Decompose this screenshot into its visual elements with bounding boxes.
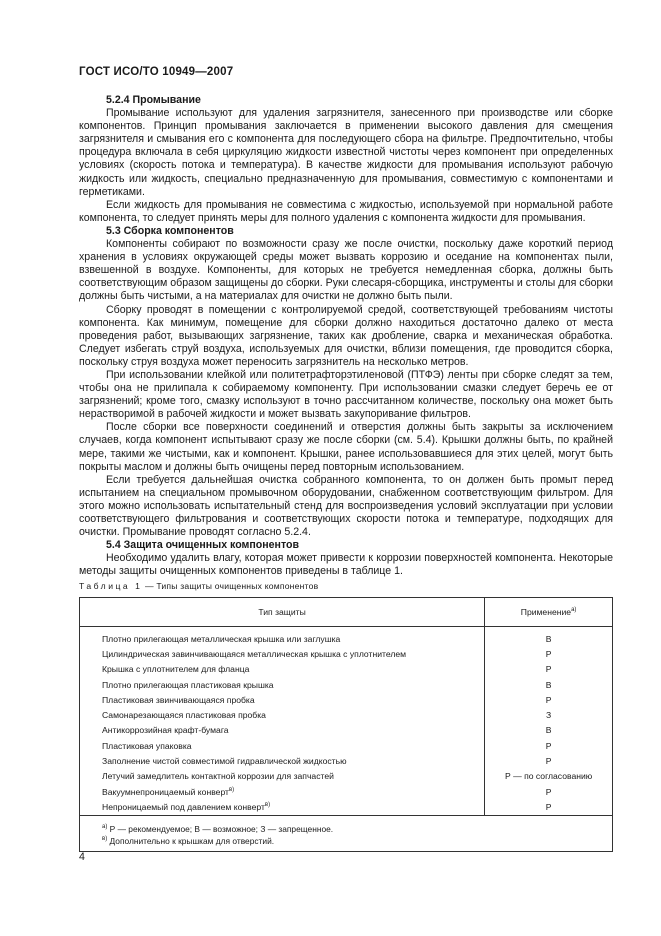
table-row [80, 738, 613, 753]
table-row [80, 753, 613, 768]
protection-type-text: Плотно прилегающая пластиковая крышка [102, 679, 274, 690]
heading-5-4: 5.4 Защита очищенных компонентов [106, 539, 299, 552]
heading-5-3: 5.3 Сборка компонентов [106, 224, 234, 237]
table-row [80, 799, 613, 815]
application-cell: Р — по согласованию [485, 769, 613, 784]
protection-type-text: Цилиндрическая завинчивающаяся металлическая крышка с уплотнителем [102, 648, 407, 659]
heading-5-2-4: 5.2.4 Промывание [106, 94, 201, 106]
protection-type-cell [80, 677, 485, 692]
protection-type-text: Заполнение чистой совместимой гидравлической жидкостью [102, 756, 347, 767]
table-note [102, 822, 612, 835]
table-row [80, 662, 613, 677]
application-cell: З [485, 707, 613, 722]
protection-type-cell [80, 784, 485, 799]
protection-type-text: Плотно прилегающая металлическая крышка или заглушка [102, 633, 341, 644]
protection-type-text: Антикоррозийная крафт-бумага [102, 725, 229, 736]
table-caption [79, 581, 318, 591]
paragraph: Сборку проводят в помещении с контролируемой средой, соответствующей требованиям чистоты компонента. Как минимум, помещение для сборки должно находиться достаточно далеко от места проведения работ, вызывающих загрязнение, таких как дробление, сварка и механическая обработка. Следует избегать струй воздуха, используемых для очистки, вблизи помещения, где проводится сборка, поскольку струя воздуха может переносить загрязнитель на несколько метров. [79, 303, 613, 368]
paragraph: Если жидкость для промывания не совместима с жидкостью, используемой при нормальной работе компонента, то следует принять меры для полного удаления с компонента жидкости для промывания. [79, 198, 613, 224]
table-row [80, 707, 613, 722]
application-cell: Р [485, 799, 613, 815]
paragraph: Необходимо удалить влагу, которая может привести к коррозии поверхностей компонента. Некоторые методы защиты очищенных компонентов приведены в таблице 1. [79, 552, 613, 578]
application-cell: В [485, 677, 613, 692]
protection-type-text: Пластиковая упаковка [102, 740, 192, 751]
note-text: Дополнительно к крышкам для отверстий. [107, 836, 275, 847]
table-row [80, 627, 613, 647]
protection-type-cell [80, 707, 485, 722]
table-row [80, 646, 613, 661]
protection-type-cell [80, 799, 485, 815]
application-cell: Р [485, 662, 613, 677]
protection-type-cell [80, 692, 485, 707]
paragraph: Компоненты собирают по возможности сразу же после очистки, поскольку даже короткий период хранения в условиях окружающей среды может вызвать коррозию и оседание на компонентах пыли, взвешенной в воздухе. Компоненты, для которых не требуется немедленная сборка, должны быть соответствующим образом защищены до сборки. Руки слесаря-сборщика, инструменты и столы для сборки должны быть чистыми, а на материалах для очистки не должно быть пыли. [79, 238, 613, 303]
protection-type-cell [80, 662, 485, 677]
application-cell: Р [485, 692, 613, 707]
column-header-use [485, 598, 613, 627]
note-text: Р — рекомендуемое; В — возможное; З — запрещенное. [107, 823, 334, 834]
document-header: ГОСТ ИСО/ТО 10949—2007 [79, 66, 234, 78]
table-caption-text: — Типы защиты очищенных компонентов [142, 581, 319, 591]
protection-type-text: Непроницаемый под давлением конверт [102, 801, 265, 812]
protection-type-text: Летучий замедлитель контактной коррозии для запчастей [102, 771, 334, 782]
paragraph: После сборки все поверхности соединений и отверстия должны быть закрыты за исключением случаев, когда компонент испытывают сразу же после сборки (см. 5.4). Крышки должны быть, по крайней мере, такими же чистыми, как и компонент. Крышки, ранее использовавшиеся для этих целей, могут быть покрыты маслом и должны быть очищены перед повторным использованием. [79, 421, 613, 473]
application-cell: Р [485, 738, 613, 753]
table-row [80, 769, 613, 784]
note-mark: в) [102, 836, 108, 843]
main-text [79, 94, 613, 578]
protection-type-cell [80, 627, 485, 647]
protection-type-text: Вакуумнепроницаемый конверт [102, 786, 229, 797]
table-row [80, 723, 613, 738]
page-number: 4 [79, 851, 85, 863]
application-cell: Р [485, 784, 613, 799]
paragraph: Промывание используют для удаления загрязнителя, занесенного при производстве или сборке компонентов. Принцип промывания заключается в применении высокого давления для смещения загрязнителя и смывания его с компонента для последующего сбора на фильтре. Предпочтительно, чтобы процедура включала в себя циркуляцию жидкости известной чистоты через компонент при определенных условиях (скорость потока и температура). В качестве жидкости для промывания используют рабочую жидкость или жидкость, специально предназначенную для промывания, совместимую с компонентами и герметиками. [79, 107, 613, 198]
column-header-type: Тип защиты [80, 598, 485, 627]
footnote-ref: в) [264, 802, 271, 809]
protection-type-cell [80, 769, 485, 784]
footnote-ref: а) [571, 607, 577, 614]
paragraph: Если требуется дальнейшая очистка собранного компонента, то он должен быть промыт перед испытанием на специальном промывочном оборудовании, снабженном соответствующим фильтром. Для этого можно использовать испытательный стенд для воспроизведения условий эксплуатации при условии соответствующего фильтрования и соответствующих скорости потока и температуре, подходящих для очистки. Промывание проводят согласно 5.2.4. [79, 473, 613, 539]
protection-types-table [79, 597, 613, 852]
protection-type-text: Крышка с уплотнителем для фланца [102, 664, 250, 675]
table-note [102, 834, 612, 847]
paragraph: При использовании клейкой или политетрафторэтиленовой (ПТФЭ) ленты при сборке следят за тем, чтобы она не прилипала к собираемому компоненту. При использовании смазки следует беречь ее от загрязнений; кроме того, смазку используют в точно рассчитанном количестве, поскольку она может быть нерастворимой в рабочей жидкости и может вызвать закупоривание фильтров. [79, 368, 613, 421]
application-cell: В [485, 627, 613, 647]
table-notes-row [80, 815, 613, 852]
application-cell: В [485, 723, 613, 738]
footnote-ref: в) [228, 786, 235, 793]
application-cell: Р [485, 753, 613, 768]
table-notes [80, 815, 613, 852]
protection-type-cell [80, 738, 485, 753]
column-header-use-label: Применение [520, 607, 572, 617]
protection-type-cell [80, 646, 485, 661]
protection-type-text: Пластиковая звинчивающаяся пробка [102, 694, 255, 705]
table-caption-prefix: Таблица 1 [79, 581, 143, 591]
application-cell: Р [485, 646, 613, 661]
protection-type-cell [80, 723, 485, 738]
protection-type-text: Самонарезающаяся пластиковая пробка [102, 710, 266, 721]
table-row [80, 784, 613, 799]
protection-type-cell [80, 753, 485, 768]
table-row [80, 677, 613, 692]
table-row [80, 692, 613, 707]
note-mark: а) [102, 823, 108, 830]
